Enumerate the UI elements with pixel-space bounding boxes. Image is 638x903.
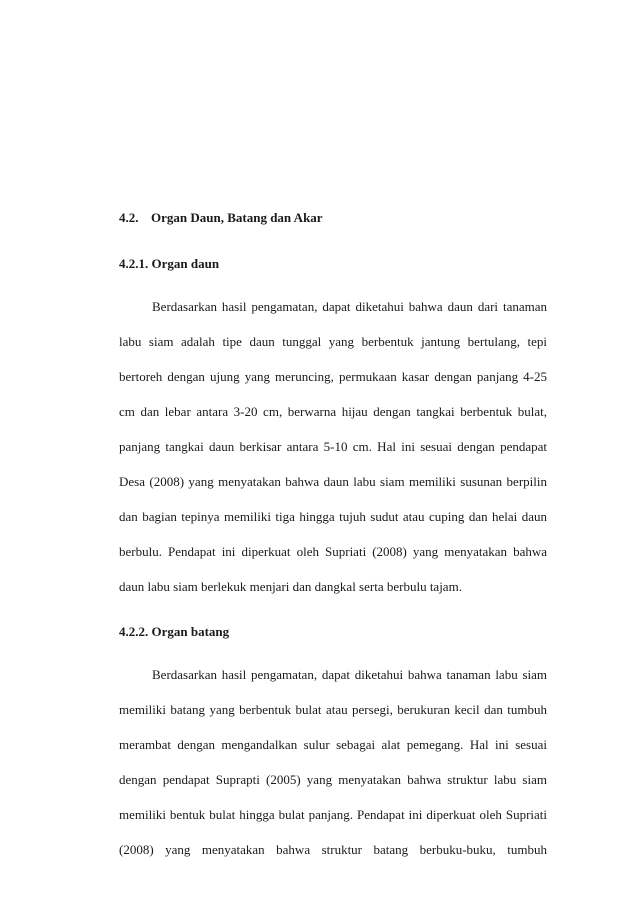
paragraph-line: memiliki batang yang berbentuk bulat atau persegi, berukuran kecil dan tumbuh: [119, 702, 547, 717]
paragraph-line: panjang tangkai daun berkisar antara 5-10 cm. Hal ini sesuai dengan pendapat: [119, 439, 547, 454]
subsection-heading-batang: 4.2.2. Organ batang: [119, 624, 230, 639]
paragraph-line: dan bagian tepinya memiliki tiga hingga tujuh sudut atau cuping dan helai daun: [119, 509, 547, 524]
paragraph-line: Desa (2008) yang menyatakan bahwa daun labu siam memiliki susunan berpilin: [119, 474, 547, 489]
paragraph-line: memiliki bentuk bulat hingga bulat panjang. Pendapat ini diperkuat oleh Supriati: [119, 807, 547, 822]
paragraph-line: daun labu siam berlekuk menjari dan dangkal serta berbulu tajam.: [119, 579, 462, 594]
paragraph-line: Berdasarkan hasil pengamatan, dapat diketahui bahwa daun dari tanaman: [152, 299, 547, 314]
paragraph-line: Berdasarkan hasil pengamatan, dapat diketahui bahwa tanaman labu siam: [152, 667, 547, 682]
paragraph-line: berbulu. Pendapat ini diperkuat oleh Supriati (2008) yang menyatakan bahwa: [119, 544, 547, 559]
paragraph-line: labu siam adalah tipe daun tunggal yang berbentuk jantung bertulang, tepi: [119, 334, 547, 349]
subsection-heading-daun: 4.2.1. Organ daun: [119, 256, 220, 271]
paragraph-line: (2008) yang menyatakan bahwa struktur batang berbuku-buku, tumbuh: [119, 842, 547, 857]
paragraph-line: cm dan lebar antara 3-20 cm, berwarna hijau dengan tangkai berbentuk bulat,: [119, 404, 547, 419]
section-title: Organ Daun, Batang dan Akar: [151, 210, 323, 225]
section-heading: [119, 210, 323, 226]
section-number: 4.2.: [119, 210, 139, 225]
paragraph-line: bertoreh dengan ujung yang meruncing, permukaan kasar dengan panjang 4-25: [119, 369, 547, 384]
paragraph-line: merambat dengan mengandalkan sulur sebagai alat pemegang. Hal ini sesuai: [119, 737, 547, 752]
paragraph-line: dengan pendapat Suprapti (2005) yang menyatakan bahwa struktur labu siam: [119, 772, 547, 787]
